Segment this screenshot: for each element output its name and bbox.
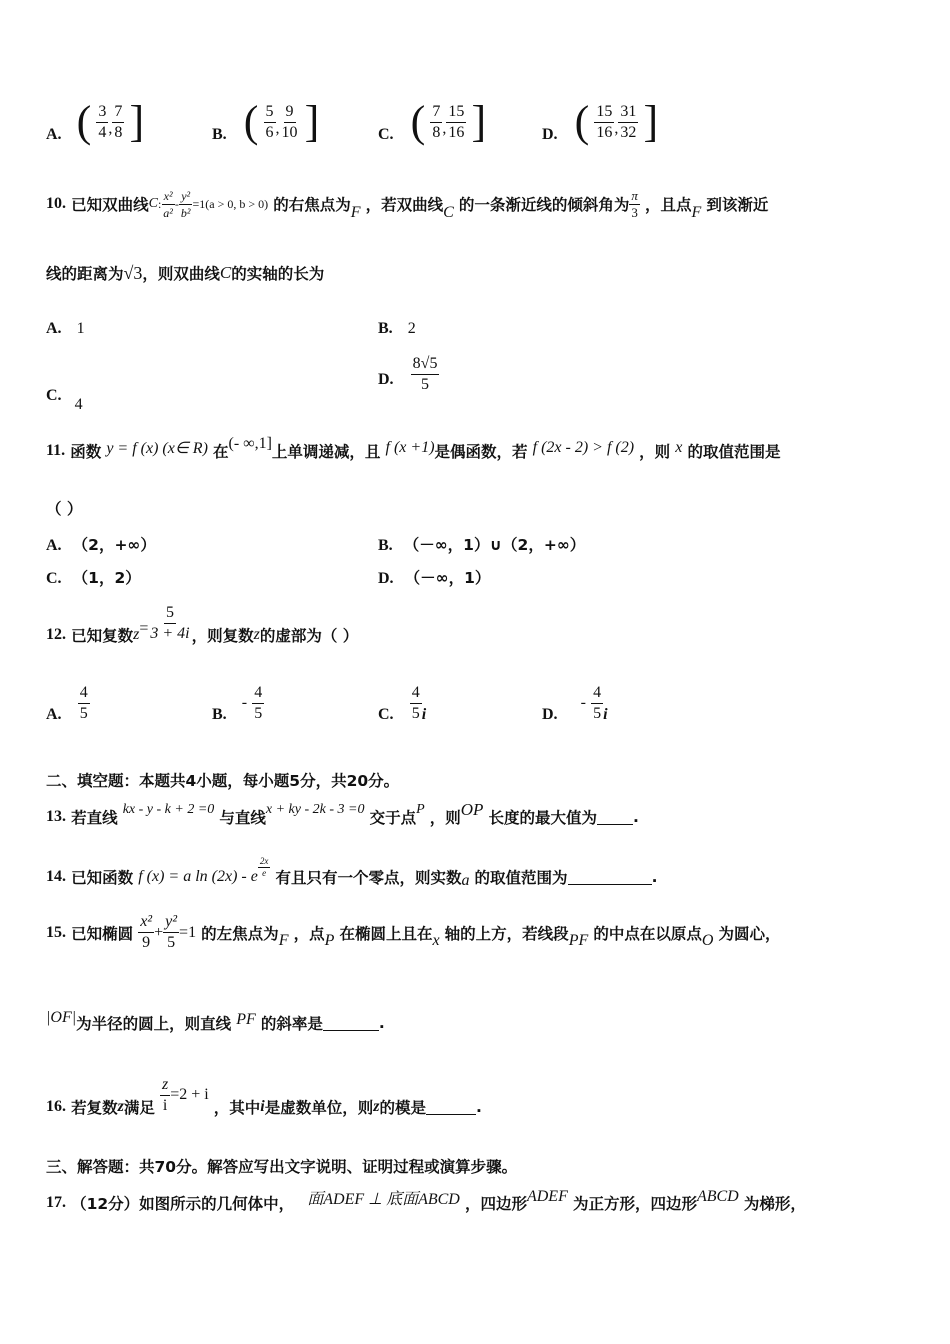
question-text: ，且点 (645, 196, 692, 214)
fraction: $\frac{5}{3 + 4i}$ (150, 603, 190, 642)
bracket-right: ] (304, 97, 320, 146)
question-text: ，则复数 (191, 627, 254, 645)
math-c: C (443, 204, 454, 221)
q12-option-c (378, 682, 426, 724)
q17-line (46, 1180, 806, 1214)
fraction: $\frac{4}{5}$ (593, 683, 602, 722)
math-c: C (148, 196, 158, 211)
section-heading: 三、解答题：共70分。解答应写出文字说明、证明过程或演算步骤。 (46, 1158, 518, 1176)
question-text: 是虚数单位，则 (264, 1099, 374, 1117)
q11-option-c (46, 566, 141, 588)
question-text: 长度的最大值为 (488, 809, 598, 827)
math-op: OP (460, 800, 484, 819)
math-relation: 面ADEF ⊥ 底面ABCD (307, 1190, 460, 1208)
option-label: C. (378, 126, 394, 143)
math-interval: (- ∞,1] (228, 435, 272, 452)
option-value: （2，+∞） (72, 536, 156, 554)
question-text: ，四边形 (464, 1195, 527, 1213)
question-text: 的模是 (379, 1099, 427, 1117)
question-text: 交于点 (369, 809, 417, 827)
fraction: $\frac{15}{16}$ (596, 102, 613, 141)
question-text: 已知椭圆 (71, 924, 134, 943)
q16-line (46, 1072, 482, 1118)
question-number: 15. (46, 923, 66, 941)
math-o: O (701, 931, 714, 949)
q11-option-b (378, 533, 585, 555)
option-sign: - (241, 694, 248, 711)
math-equals: = (139, 620, 149, 637)
math-a: a (461, 872, 470, 889)
option-value: 4 (74, 396, 83, 413)
answer-blank[interactable] (426, 1100, 476, 1115)
option-value: 2 (407, 320, 416, 337)
option-value: （1，2） (72, 569, 141, 587)
question-text: 的斜率是 (260, 1015, 323, 1033)
question-text: ，则 (639, 443, 671, 461)
question-text: 已知双曲线 (71, 196, 149, 214)
question-text: 的中点在以原点 (593, 924, 702, 943)
option-value: （－∞，1）∪（2，+∞） (403, 536, 586, 554)
question-text: 的一条渐近线的倾斜角为 (458, 196, 630, 214)
option-label: A. (46, 537, 62, 554)
math-f: F (691, 204, 702, 221)
math-function: f (x +1) (385, 439, 435, 456)
question-text: 为圆心， (718, 924, 781, 943)
fraction-pi-3: $\frac{\pi}{3}$ (631, 187, 638, 220)
question-text: 线的距离为 (46, 265, 124, 283)
math-adef: ADEF (526, 1188, 568, 1205)
bracket-left: ( (76, 97, 92, 146)
q11-line-1 (46, 435, 781, 462)
question-text: （12分）如图所示的几何体中， (71, 1195, 295, 1213)
fraction: $\frac{3}{4}$ (98, 102, 107, 141)
math-equation: =2 + i (170, 1086, 209, 1103)
question-number: 14. (46, 868, 66, 885)
question-text: 是偶函数，若 (434, 443, 528, 461)
question-text: 为半径的圆上，则直线 (76, 1015, 232, 1033)
math-x: x (432, 931, 440, 949)
option-label: A. (46, 320, 62, 337)
math-function: f (x) = a ln (2x) - e (138, 868, 258, 885)
bracket-left: ( (243, 97, 259, 146)
answer-blank[interactable] (597, 810, 633, 825)
math-pf: PF (568, 931, 589, 949)
fraction-y2-b2: $\frac{\text{y²}}{\text{b²}}$ (180, 188, 191, 220)
math-condition: =1(a > 0, b > 0) (192, 196, 269, 211)
math-z: z (117, 1098, 124, 1115)
question-text: ，其中 (213, 1099, 261, 1117)
math-z: z (253, 626, 260, 643)
math-p: P (416, 802, 425, 817)
q12-option-b (212, 682, 264, 724)
math-of: |OF| (46, 1009, 77, 1026)
bracket-left: ( (410, 97, 426, 146)
q10-option-d (378, 354, 439, 395)
option-label: B. (212, 706, 227, 723)
question-text: 已知复数 (71, 627, 134, 645)
question-text: 为梯形， (743, 1195, 806, 1213)
bracket-left: ( (574, 97, 590, 146)
option-label: B. (378, 537, 393, 554)
fraction-x2-a2: $\frac{\text{x²}}{\text{a²}}$ (163, 188, 173, 220)
q14-line (46, 850, 657, 890)
q12-option-d (542, 682, 608, 724)
question-text: 若直线 (71, 809, 118, 827)
q9-option-b: B. ( $\frac{5}{6}$ , $\frac{9}{10}$ ] (212, 97, 320, 146)
question-text: 的实轴的长为 (231, 265, 325, 283)
q11-option-a (46, 533, 156, 555)
math-p: P (324, 931, 335, 949)
math-minus: - (174, 196, 179, 211)
question-text: 满足 (123, 1099, 155, 1117)
question-number: 12. (46, 626, 66, 643)
question-number: 11. (46, 442, 66, 459)
math-i: i (603, 706, 608, 723)
question-text: ，则双曲线 (142, 265, 220, 283)
option-label: D. (542, 706, 558, 723)
q12-line (46, 600, 358, 646)
question-text: 到该渐近 (706, 196, 769, 214)
bracket-right: ] (643, 97, 659, 146)
q10-line-2 (46, 262, 324, 284)
bracket-right: ] (129, 97, 145, 146)
answer-parens: （ ） (46, 500, 83, 518)
fraction: $\frac{7}{8}$ (432, 102, 441, 141)
fraction: $\frac{4}{5}$ (411, 683, 420, 722)
q10-option-a (46, 318, 85, 338)
question-number: 13. (46, 808, 66, 825)
question-text: 若复数 (71, 1099, 118, 1117)
math-inequality: f (2x - 2) > f (2) (532, 439, 635, 456)
answer-blank[interactable] (323, 1016, 379, 1031)
math-f: F (350, 204, 361, 221)
question-text: . (651, 868, 658, 886)
fraction: $\frac{4}{5}$ (79, 683, 88, 722)
q11-option-d (378, 566, 490, 588)
math-line-2: x + ky - 2k - 3 =0 (265, 802, 365, 817)
bracket-right: ] (471, 97, 487, 146)
q10-line-1 (46, 186, 768, 222)
option-label: C. (46, 387, 62, 404)
q15-line-1 (46, 912, 781, 953)
q9-option-a: A. ( $\frac{3}{4}$ , $\frac{7}{8}$ ] (46, 97, 145, 146)
question-text: 轴的上方，若线段 (444, 924, 569, 943)
fraction: $\frac{5}{6}$ (265, 102, 274, 141)
question-text: 的虚部为（ ） (259, 627, 359, 645)
option-label: A. (46, 126, 62, 143)
fraction: $\frac{\text{x²}}{9}$ (140, 913, 153, 951)
question-text: ，点 (293, 924, 325, 943)
q9-option-d: D. ( $\frac{15}{16}$ , $\frac{31}{32}$ ] (542, 97, 659, 146)
math-plus: + (154, 923, 164, 941)
exponent-fraction: $\frac{2x}{e}$ (259, 855, 269, 878)
fraction: $\frac{z}{i}$ (161, 1075, 169, 1114)
fraction: $\frac{8√5}{5}$ (412, 355, 438, 393)
option-label: B. (378, 320, 393, 337)
math-i: i (421, 706, 427, 723)
option-value: 1 (76, 320, 85, 337)
question-text: 已知函数 (71, 869, 134, 887)
math-z: z (373, 1098, 380, 1115)
question-text: 的取值范围为 (474, 869, 568, 887)
q12-option-a (46, 682, 90, 724)
fraction: $\frac{7}{8}$ (114, 102, 123, 141)
option-label: D. (378, 370, 394, 388)
question-text: 的左焦点为 (201, 924, 279, 943)
section-heading: 二、填空题：本题共4小题，每小题5分，共20分。 (46, 772, 400, 790)
option-label: C. (46, 570, 62, 587)
answer-blank[interactable] (568, 870, 652, 885)
math-colon: : (157, 196, 162, 211)
q9-option-c: C. ( $\frac{7}{8}$ , $\frac{15}{16}$ ] (378, 97, 487, 146)
question-text: ，若双曲线 (365, 196, 444, 214)
math-sqrt3: √3 (123, 262, 143, 283)
math-i: i (260, 1098, 265, 1115)
fraction: $\frac{\text{y²}}{5}$ (165, 913, 178, 951)
question-number: 16. (46, 1098, 66, 1115)
fraction: $\frac{31}{32}$ (620, 102, 637, 141)
math-x: x (675, 439, 683, 456)
math-line-1: kx - y - k + 2 =0 (122, 802, 215, 817)
option-value: （－∞，1） (404, 569, 491, 587)
question-text: ，则 (429, 809, 461, 827)
question-text: 在 (213, 443, 229, 461)
question-text: . (633, 808, 639, 826)
option-label: A. (46, 706, 62, 723)
fraction: $\frac{9}{10}$ (281, 102, 298, 141)
question-text: . (378, 1014, 385, 1032)
question-text: 上单调递减，且 (271, 443, 381, 461)
math-f: F (278, 931, 289, 949)
question-number: 10. (46, 195, 66, 212)
option-label: B. (212, 126, 227, 143)
option-label: D. (542, 126, 558, 143)
q10-option-b (378, 318, 416, 338)
math-abcd: ABCD (696, 1188, 739, 1205)
option-sign: - (580, 694, 586, 711)
question-text: 的取值范围是 (687, 443, 781, 461)
q10-option-c (46, 378, 83, 414)
math-equals-one: =1 (179, 923, 197, 941)
question-text: . (476, 1098, 482, 1116)
question-text: 函数 (70, 443, 102, 461)
math-z: z (133, 626, 140, 643)
question-text: 在椭圆上且在 (339, 924, 433, 943)
q15-line-2 (46, 1009, 385, 1034)
fraction: $\frac{15}{16}$ (448, 102, 465, 141)
question-text: 的右焦点为 (273, 196, 351, 214)
question-text: 与直线 (219, 809, 266, 827)
fraction: $\frac{4}{5}$ (254, 683, 263, 722)
question-number: 17. (46, 1194, 66, 1211)
math-function: y = f (x) (x∈ R) (106, 440, 208, 457)
q13-line (46, 792, 639, 828)
option-label: C. (378, 706, 394, 723)
question-text: 为正方形，四边形 (572, 1195, 697, 1213)
question-text: 有且只有一个零点，则实数 (275, 869, 462, 887)
option-label: D. (378, 570, 394, 587)
math-pf: PF (236, 1011, 256, 1028)
math-c: C (219, 263, 232, 282)
